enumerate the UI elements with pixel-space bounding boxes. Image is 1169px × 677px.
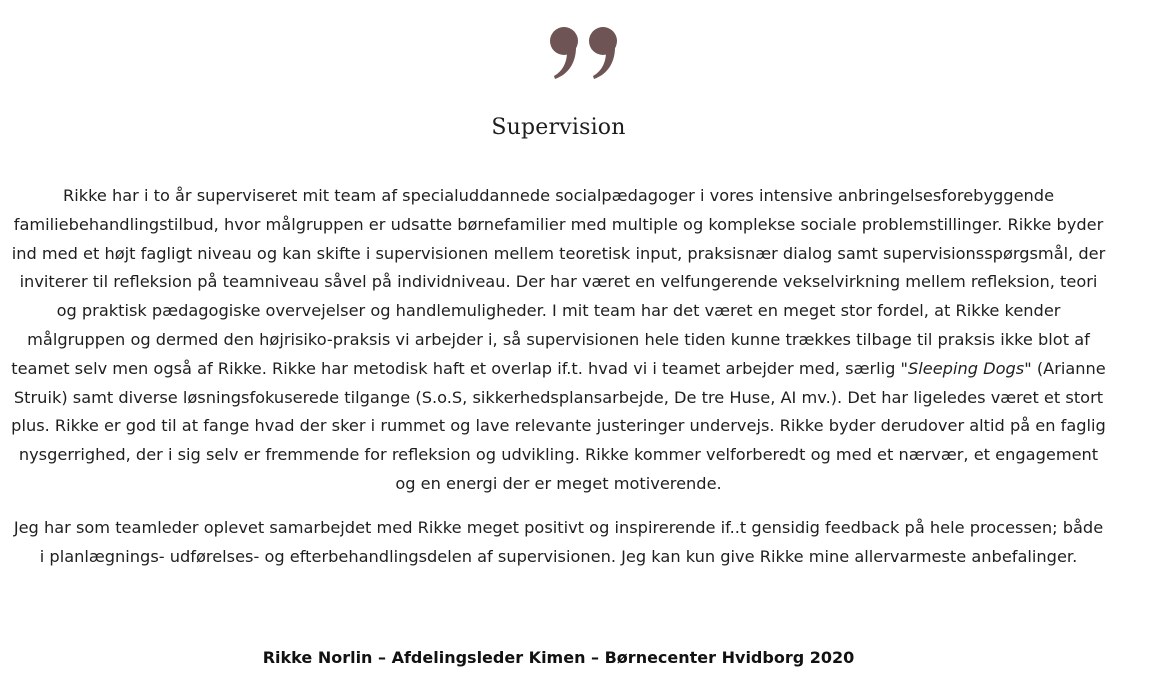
sleeping-dogs-title: "Sleeping Dogs" [900,358,1032,378]
paragraph-1-text-start: Rikke har i to år superviseret mit team af specialuddannede socialpædagoger i vores intensive anbringelsesforebyggende familiebehandlingstilbud, hvor målgruppen er udsatte børnefamilier med multiple og komplekse sociale problemstillinger. Rikke byder ind med et højt fagligt niveau og kan skifte i supervisionen mellem teoretisk input, praksisnær dialog samt supervisionsspørgsmål, der inviterer til refleksion på teamniveau såvel på individniveau. Der har været en velfungerende vekselvirkning mellem refleksion, teori og praktisk pædagogiske overvejelser og handlemuligheder. I mit team har det været en meget stor fordel, at Rikke kender målgruppen og dermed den højrisiko-praksis vi arbejder i, så supervisionen hele tiden kunne trækkes tilbage til praksis ikke blot af teamet selv men også af Rikke. Rikke har metodisk haft et overlap if.t. hvad vi i teamet arbejder med, særlig [11,186,1106,378]
testimonial-paragraph-2: Jeg har som teamleder oplevet samarbejdet med Rikke meget positivt og inspirerende if..t gensidig feedback på hele processen; både i planlægnings- udførelses- og efterbehandlingsdelen af supervisionen. Jeg kan kun give Rikke mine allervarmeste anbefalinger. [13,517,1104,566]
paragraph-1-text-end: (Arianne Struik) samt diverse løsningsfokuserede tilgange (S.o.S, sikkerhedsplansarbejde, De tre Huse, AI mv.). Det har ligeledes været et stort plus. Rikke er god til at fange hvad der sker i rummet og lave relevante justeringer undervejs. Rikke byder derudover altid på en faglig nysgerrighed, der i sig selv er fremmende for refleksion og udvikling. Rikke kommer velforberedt og med et nærvær, et engagement og en energi der er meget motiverende. [11,358,1106,493]
testimonial-body [10,182,1107,586]
testimonial-title: Supervision [491,115,626,140]
quote-icon-wrapper [0,26,1169,82]
testimonial-signature: Rikke Norlin – Afdelingsleder Kimen – Børnecenter Hvidborg 2020 [262,648,855,667]
closing-quotation-mark-icon [549,26,621,82]
testimonial-paragraph-1 [10,182,1107,499]
